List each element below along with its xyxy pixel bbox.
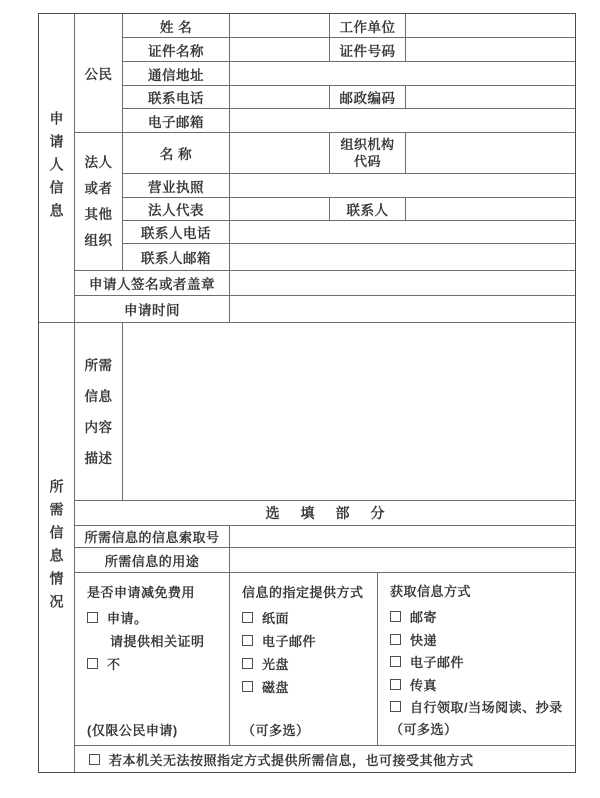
obtain-mail-label: 邮寄: [410, 610, 438, 626]
org-code-label: [330, 133, 406, 174]
contact-phone-label: 联系人电话: [123, 221, 230, 244]
email-label: 电子邮箱: [123, 109, 230, 133]
obtain-email-label: 电子邮件: [410, 655, 465, 671]
obtain-fax-label: 传真: [410, 677, 438, 693]
fee-note: (仅限公民申请): [87, 722, 178, 738]
section-required-info: [39, 323, 75, 772]
obtain-email-checkbox[interactable]: [390, 656, 401, 667]
obtain-title: 获取信息方式: [390, 584, 472, 600]
optional-section-header-text: 选填部分: [265, 505, 406, 521]
fee-waiver-column: [75, 573, 230, 745]
name-label: 姓 名: [123, 14, 230, 38]
organization-label: 法人或者其他组织: [84, 154, 113, 248]
fallback-row: [75, 746, 575, 772]
delivery-email-checkbox[interactable]: [242, 635, 253, 646]
org-code-input-cell[interactable]: [406, 133, 575, 174]
phone-input-cell[interactable]: [230, 86, 330, 109]
delivery-disk-checkbox[interactable]: [242, 681, 253, 692]
section-applicant-info: [39, 14, 75, 323]
delivery-option-cd: [242, 652, 289, 675]
fee-apply-label: 申请。: [107, 611, 148, 626]
obtain-option-mail: [390, 606, 437, 628]
citizen-label: 公民: [84, 67, 113, 82]
obtain-note: （可多选）: [390, 722, 458, 738]
postal-code-input-cell[interactable]: [406, 86, 575, 109]
address-label: 通信地址: [123, 62, 230, 86]
delivery-cd-checkbox[interactable]: [242, 658, 253, 669]
fee-apply-checkbox[interactable]: [87, 612, 98, 623]
obtain-pickup-label: 自行领取/当场阅读、抄录: [410, 700, 563, 716]
fallback-label: 若本机关无法按照指定方式提供所需信息，也可接受其他方式: [109, 752, 474, 768]
org-code-label-text: 组织机构代码: [340, 137, 395, 169]
delivery-option-paper: [242, 606, 289, 629]
delivery-cd-label: 光盘: [262, 657, 290, 672]
postal-code-label: 邮政编码: [330, 86, 406, 109]
group-citizen: [75, 14, 123, 133]
info-purpose-input-cell[interactable]: [230, 548, 575, 573]
id-type-input-cell[interactable]: [230, 38, 330, 62]
info-index-label: 所需信息的信息索取号: [75, 526, 230, 548]
options-row: [75, 573, 575, 746]
application-form-table: [38, 13, 576, 773]
license-input-cell[interactable]: [230, 174, 575, 198]
contact-email-input-cell[interactable]: [230, 244, 575, 271]
phone-label: 联系电话: [123, 86, 230, 109]
legal-rep-input-cell[interactable]: [230, 198, 330, 221]
contact-person-label: 联系人: [330, 198, 406, 221]
work-unit-label: 工作单位: [330, 14, 406, 38]
signature-input-cell[interactable]: [230, 271, 575, 296]
email-input-cell[interactable]: [230, 109, 575, 133]
obtain-pickup-checkbox[interactable]: [390, 701, 401, 712]
address-input-cell[interactable]: [230, 62, 575, 86]
contact-person-input-cell[interactable]: [406, 198, 575, 221]
delivery-note: （可多选）: [242, 722, 310, 738]
info-index-input-cell[interactable]: [230, 526, 575, 548]
delivery-option-disk: [242, 675, 289, 698]
content-desc-label-text: 所需信息内容描述: [84, 357, 113, 466]
contact-phone-input-cell[interactable]: [230, 221, 575, 244]
contact-email-label: 联系人邮箱: [123, 244, 230, 271]
info-purpose-label: 所需信息的用途: [75, 548, 230, 573]
content-desc-label: [75, 323, 123, 501]
apply-time-input-cell[interactable]: [230, 296, 575, 323]
obtain-mail-checkbox[interactable]: [390, 611, 401, 622]
required-info-side-label: 所需信息情况: [48, 478, 65, 617]
work-unit-input-cell[interactable]: [406, 14, 575, 38]
legal-rep-label: 法人代表: [123, 198, 230, 221]
obtain-option-pickup: [390, 696, 563, 718]
fee-option-no: [87, 652, 121, 675]
obtain-express-label: 快递: [410, 632, 438, 648]
fallback-checkbox[interactable]: [89, 754, 100, 765]
org-name-label: 名 称: [123, 133, 230, 174]
applicant-side-label: 申请人信息: [48, 110, 65, 226]
obtain-express-checkbox[interactable]: [390, 634, 401, 645]
optional-section-header: [75, 501, 575, 526]
obtain-method-column: [378, 573, 575, 745]
delivery-method-column: [230, 573, 378, 745]
apply-time-label: 申请时间: [75, 296, 230, 323]
content-desc-input-cell[interactable]: [123, 323, 575, 501]
id-number-input-cell[interactable]: [406, 38, 575, 62]
signature-label: 申请人签名或者盖章: [75, 271, 230, 296]
obtain-option-email: [390, 651, 464, 673]
obtain-option-express: [390, 628, 437, 650]
org-name-input-cell[interactable]: [230, 133, 330, 174]
obtain-option-fax: [390, 673, 437, 695]
fee-no-label: 不: [107, 657, 121, 672]
fee-proof-label: 请提供相关证明: [110, 634, 205, 649]
id-type-label: 证件名称: [123, 38, 230, 62]
fee-waiver-title: 是否申请减免费用: [87, 584, 196, 600]
id-number-label: 证件号码: [330, 38, 406, 62]
fee-option-proof: [110, 629, 205, 652]
license-label: 营业执照: [123, 174, 230, 198]
delivery-paper-checkbox[interactable]: [242, 612, 253, 623]
fee-no-checkbox[interactable]: [87, 658, 98, 669]
group-organization: [75, 133, 123, 271]
obtain-fax-checkbox[interactable]: [390, 679, 401, 690]
delivery-paper-label: 纸面: [262, 611, 290, 626]
delivery-option-email: [242, 629, 316, 652]
delivery-title: 信息的指定提供方式: [242, 584, 364, 600]
delivery-email-label: 电子邮件: [262, 634, 317, 649]
name-input-cell[interactable]: [230, 14, 330, 38]
fee-option-apply: [87, 606, 148, 629]
delivery-disk-label: 磁盘: [262, 680, 290, 695]
